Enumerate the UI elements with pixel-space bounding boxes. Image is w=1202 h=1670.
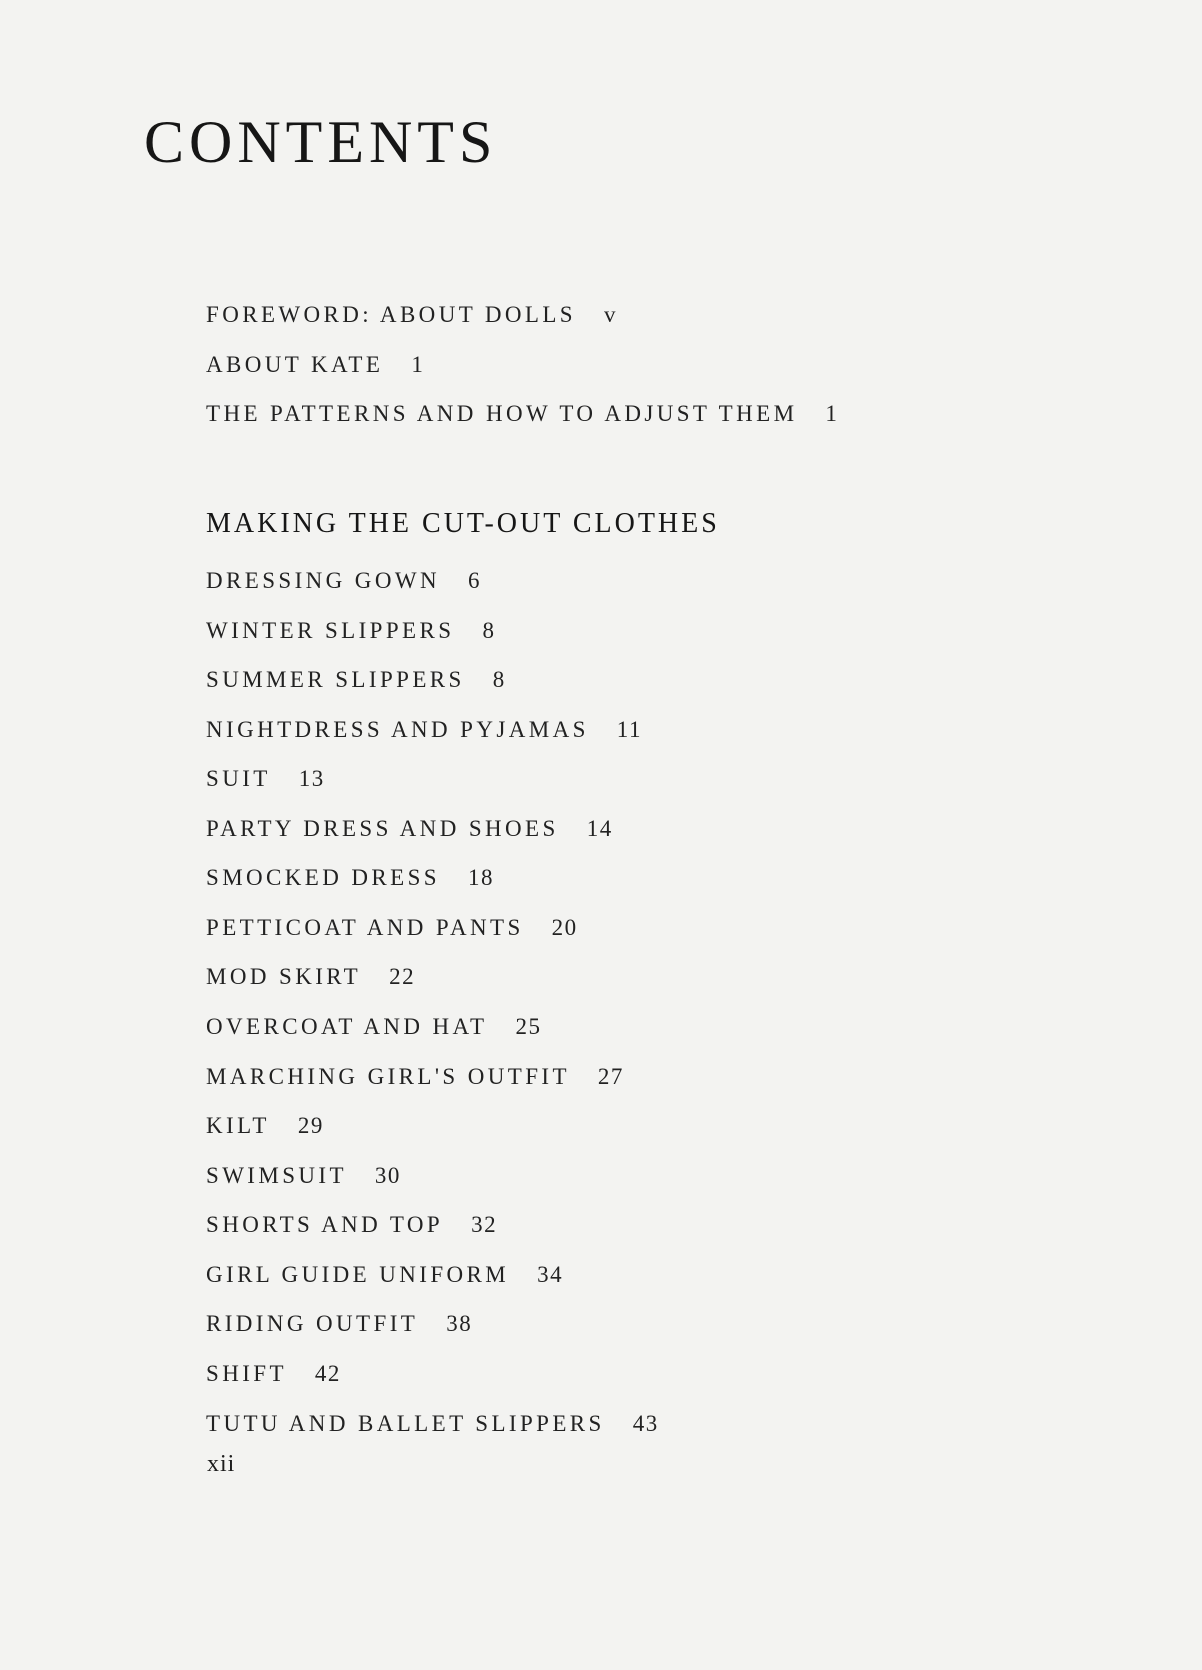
toc-entry-page: 42 bbox=[314, 1361, 341, 1386]
toc-entry bbox=[206, 1015, 541, 1038]
toc-entry-page: 8 bbox=[482, 618, 496, 643]
toc-entry-page: 18 bbox=[468, 865, 494, 890]
toc-entry-label: PETTICOAT AND PANTS bbox=[206, 915, 524, 940]
toc-entry-page: 20 bbox=[551, 915, 578, 940]
toc-entry-page: 1 bbox=[825, 401, 839, 426]
toc-entry-page: 22 bbox=[389, 964, 416, 989]
toc-entry bbox=[206, 1362, 341, 1385]
toc-entry-label: SWIMSUIT bbox=[206, 1163, 347, 1188]
page-title: CONTENTS bbox=[144, 109, 498, 175]
toc-entry-label: FOREWORD: ABOUT DOLLS bbox=[206, 302, 576, 327]
toc-entry bbox=[206, 965, 415, 988]
toc-entry bbox=[206, 1065, 624, 1088]
toc-entry-page: 34 bbox=[537, 1262, 564, 1287]
section-item-list bbox=[206, 0, 1106, 1670]
toc-entry-label: SMOCKED DRESS bbox=[206, 865, 440, 890]
toc-entry-page: 29 bbox=[297, 1113, 324, 1138]
toc-entry bbox=[206, 1213, 497, 1236]
toc-entry-label: SHORTS AND TOP bbox=[206, 1212, 444, 1237]
toc-entry-page: 1 bbox=[411, 352, 425, 377]
toc-entry bbox=[206, 619, 495, 642]
toc-entry-label: NIGHTDRESS AND PYJAMAS bbox=[206, 717, 589, 742]
toc-entry-label: MARCHING GIRL'S OUTFIT bbox=[206, 1064, 570, 1089]
toc-entry-page: 38 bbox=[446, 1311, 473, 1336]
toc-entry-page: 30 bbox=[374, 1163, 401, 1188]
toc-entry bbox=[206, 1412, 659, 1435]
page-number: xii bbox=[207, 1451, 236, 1477]
toc-entry bbox=[206, 1263, 563, 1286]
toc-entry-page: 43 bbox=[632, 1411, 659, 1436]
toc-entry bbox=[206, 767, 325, 790]
toc-entry-label: SUMMER SLIPPERS bbox=[206, 667, 465, 692]
toc-entry bbox=[206, 866, 494, 889]
toc-entry-page: 25 bbox=[515, 1014, 542, 1039]
toc-entry bbox=[206, 718, 642, 741]
toc-entry bbox=[206, 916, 578, 939]
toc-entry-page: v bbox=[604, 302, 617, 327]
toc-entry-page: 14 bbox=[586, 816, 613, 841]
toc-entry-label: ABOUT KATE bbox=[206, 352, 384, 377]
toc-entry-page: 32 bbox=[471, 1212, 498, 1237]
toc-entry-label: THE PATTERNS AND HOW TO ADJUST THEM bbox=[206, 401, 798, 426]
toc-entry-label: OVERCOAT AND HAT bbox=[206, 1014, 488, 1039]
toc-entry-label: GIRL GUIDE UNIFORM bbox=[206, 1262, 510, 1287]
toc-entry-page: 11 bbox=[616, 717, 642, 742]
toc-entry bbox=[206, 668, 506, 691]
toc-entry bbox=[206, 569, 481, 592]
section-heading: MAKING THE CUT-OUT CLOTHES bbox=[206, 508, 720, 539]
toc-entry-label: SHIFT bbox=[206, 1361, 287, 1386]
toc-entry-page: 13 bbox=[298, 766, 325, 791]
toc-entry bbox=[206, 817, 613, 840]
toc-entry bbox=[206, 1114, 324, 1137]
toc-entry-label: DRESSING GOWN bbox=[206, 568, 440, 593]
toc-entry-page: 27 bbox=[597, 1064, 624, 1089]
toc-entry-label: MOD SKIRT bbox=[206, 964, 362, 989]
toc-entry-label: PARTY DRESS AND SHOES bbox=[206, 816, 559, 841]
toc-entry bbox=[206, 1312, 472, 1335]
toc-entry-label: TUTU AND BALLET SLIPPERS bbox=[206, 1411, 605, 1436]
toc-entry-label: WINTER SLIPPERS bbox=[206, 618, 455, 643]
toc-entry-label: RIDING OUTFIT bbox=[206, 1311, 419, 1336]
toc-entry-label: SUIT bbox=[206, 766, 271, 791]
toc-entry bbox=[206, 1164, 401, 1187]
toc-entry-page: 6 bbox=[467, 568, 481, 593]
toc-entry-page: 8 bbox=[492, 667, 506, 692]
toc-entry-label: KILT bbox=[206, 1113, 270, 1138]
